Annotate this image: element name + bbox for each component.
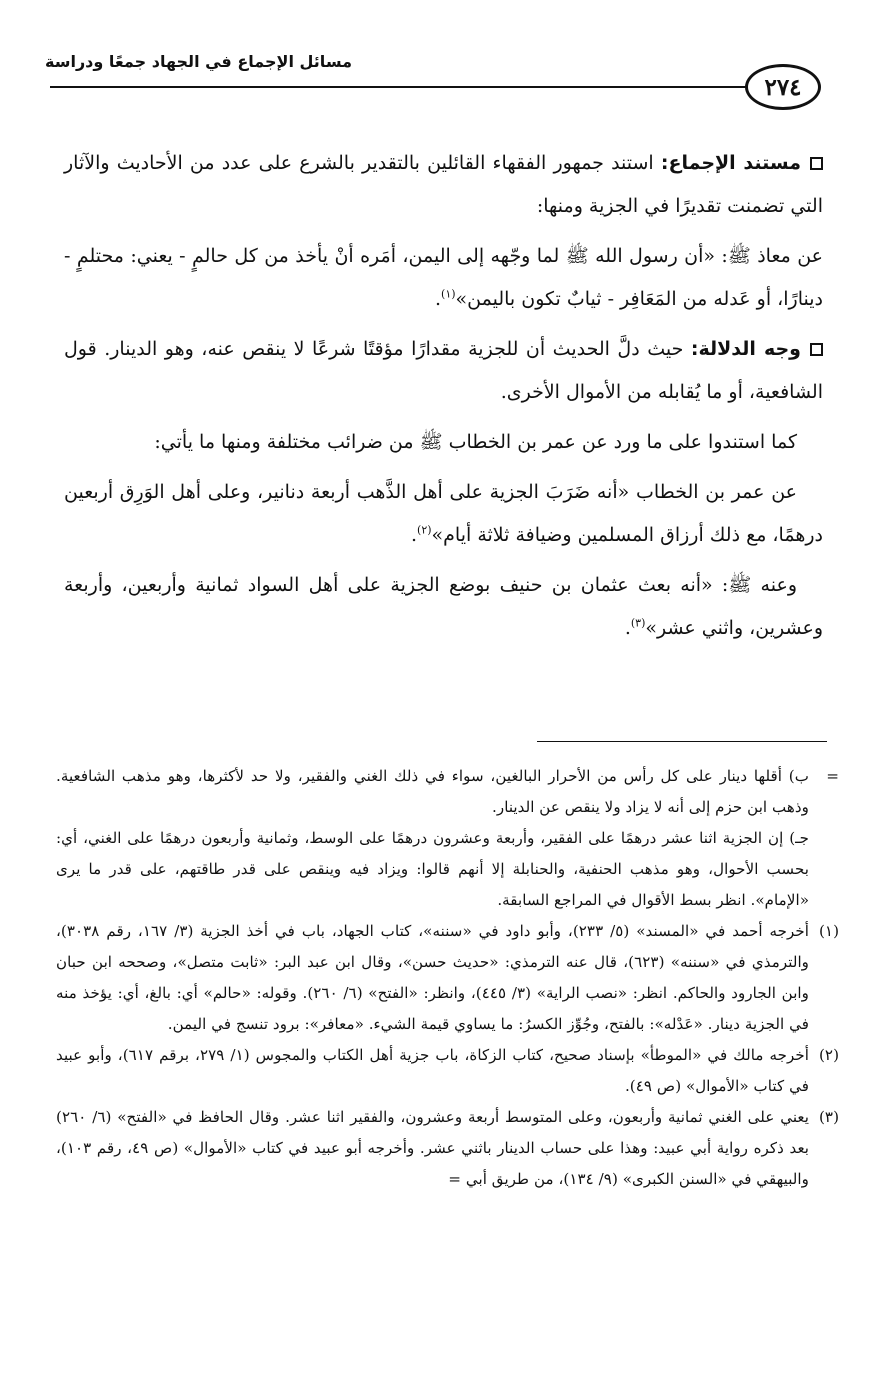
footnote-text: أخرجه أحمد في «المسند» (٥/ ٢٣٣)، وأبو داود في «سننه»، كتاب الجهاد، باب في أخذ الجزية (٣/ ١٦٧، رقم ٣٠٣٨)، والترمذي في «سننه» (٦٢٣)، قال عنه الترمذي: «حديث حسن»، وقال ابن عبد البر: «ثابت متصل»، وصححه ابن حبان وابن الجارود والحاكم. انظر: «نصب الراية» (٣/ ٤٤٥)، وانظر: «الفتح» (٦/ ٢٦٠). وقوله: «حالم» أي: بالغ، أي: يؤخذ منه في الجزية دينار. «عَدْله»: بالفتح، وجُوِّز الكسرُ: ما يساوي قيمة الشيء. «معافر»: برود تنسج في اليمن.: [56, 922, 809, 1033]
paragraph-uthman-report: [64, 564, 823, 650]
paragraph-muadh-hadith: [64, 235, 823, 321]
paragraph-consensus-basis: [64, 142, 823, 228]
footnote-2: [56, 1040, 839, 1102]
paragraph-text: حيث دلَّ الحديث أن للجزية مقدارًا مؤقتًا شرعًا لا ينقص عنه، وهو الدينار. قول الشافعية، أو ما يُقابله من الأموال الأخرى.: [64, 338, 823, 403]
paragraph-umar-report: [64, 471, 823, 557]
running-title: مسائل الإجماع في الجهاد جمعًا ودراسة: [45, 52, 352, 71]
footnote-number: (٢): [818, 1046, 839, 1064]
footnote-number: (١): [818, 922, 839, 940]
footnote-separator: [537, 741, 827, 742]
footnote-text: يعني على الغني ثمانية وأربعون، وعلى المتوسط أربعة وعشرون، والفقير اثنا عشر. وقال الحافظ في «الفتح» (٦/ ٢٦٠) بعد ذكره رواية أبي عبيد: وهذا على حساب الدينار باثني عشر. وأخرجه أبو عبيد في كتاب «الأموال» (ص ٤٩، رقم ١٠٣)، والبيهقي في «السنن الكبرى» (٩/ ١٣٤)، من طريق أبي =: [56, 1108, 809, 1188]
footnote-continuation: [56, 761, 839, 823]
footnote-3: [56, 1102, 839, 1195]
footnote-ref: (١): [441, 287, 456, 301]
sentence-end: .: [624, 617, 631, 639]
paragraph-text: عن معاذ ﷺ: «أن رسول الله ﷺ لما وجّهه إلى اليمن، أمَره أنْ يأخذ من كل حالمٍ - يعني: محتلمٍ - دينارًا، أو عَدله من المَعَافِر - ثيابٌ تكون باليمن»: [64, 245, 823, 310]
paragraph-umar-intro: [64, 421, 823, 464]
square-bullet-icon: [810, 343, 823, 356]
footnote-continuation: [56, 823, 839, 916]
paragraph-text: كما استندوا على ما ورد عن عمر بن الخطاب ﷺ من ضرائب مختلفة ومنها ما يأتي:: [154, 431, 797, 453]
page-number: ٢٧٤: [764, 73, 802, 101]
paragraph-text: استند جمهور الفقهاء القائلين بالتقدير بالشرع على عدد من الأحاديث والآثار التي تضمنت تقديرًا في الجزية ومنها:: [64, 152, 823, 217]
sentence-end: .: [434, 288, 442, 310]
header-rule: [50, 86, 750, 88]
footnote-ref: (٢): [417, 523, 432, 537]
footnote-number: (٣): [818, 1108, 839, 1126]
square-bullet-icon: [810, 157, 823, 170]
section-lead: وجه الدلالة:: [690, 338, 801, 360]
section-lead: مستند الإجماع:: [660, 152, 801, 174]
main-text: [64, 142, 823, 657]
footnote-text: ب) أقلها دينار على كل رأس من الأحرار البالغين، سواء في ذلك الغني والفقير، ولا حد لأكثرها، وهو مذهب الشافعية. وذهب ابن حزم إلى أنه لا يزاد ولا ينقص عن الدينار.: [56, 767, 809, 816]
paragraph-text: عن عمر بن الخطاب «أنه ضَرَبَ الجزية على أهل الذَّهب أربعة دنانير، وعلى أهل الوَرِق أربعين درهمًا، مع ذلك أرزاق المسلمين وضيافة ثلاثة أيام»: [64, 481, 823, 546]
sentence-end: .: [410, 524, 418, 546]
footnote-text: أخرجه مالك في «الموطأ» بإسناد صحيح، كتاب الزكاة، باب جزية أهل الكتاب والمجوس (١/ ٢٧٩، برقم ٦١٧)، وأبو عبيد في كتاب «الأموال» (ص ٤٩).: [56, 1046, 809, 1095]
footnote-1: [56, 916, 839, 1040]
paragraph-text: وعنه ﷺ: «أنه بعث عثمان بن حنيف بوضع الجزية على أهل السواد ثمانية وأربعين، وأربعة وعشرين، واثني عشر»: [64, 574, 823, 639]
continuation-marker: =: [826, 767, 839, 785]
paragraph-indication: [64, 328, 823, 414]
footnote-text: جـ) إن الجزية اثنا عشر درهمًا على الفقير، وأربعة وعشرون درهمًا على الوسط، وثمانية وأربعون درهمًا على الغني، أي: بحسب الأحوال، وهو مذهب الحنفية، والحنابلة إلا أنهم قالوا: ويزاد فيه وينقص على قدر طاقتهم، على قدر ما يرى «الإمام». انظر بسط الأقوال في المراجع السابقة.: [56, 829, 809, 909]
page-number-badge: [745, 64, 821, 110]
footnote-ref: (٣): [630, 616, 646, 630]
footnotes: [56, 761, 839, 1195]
